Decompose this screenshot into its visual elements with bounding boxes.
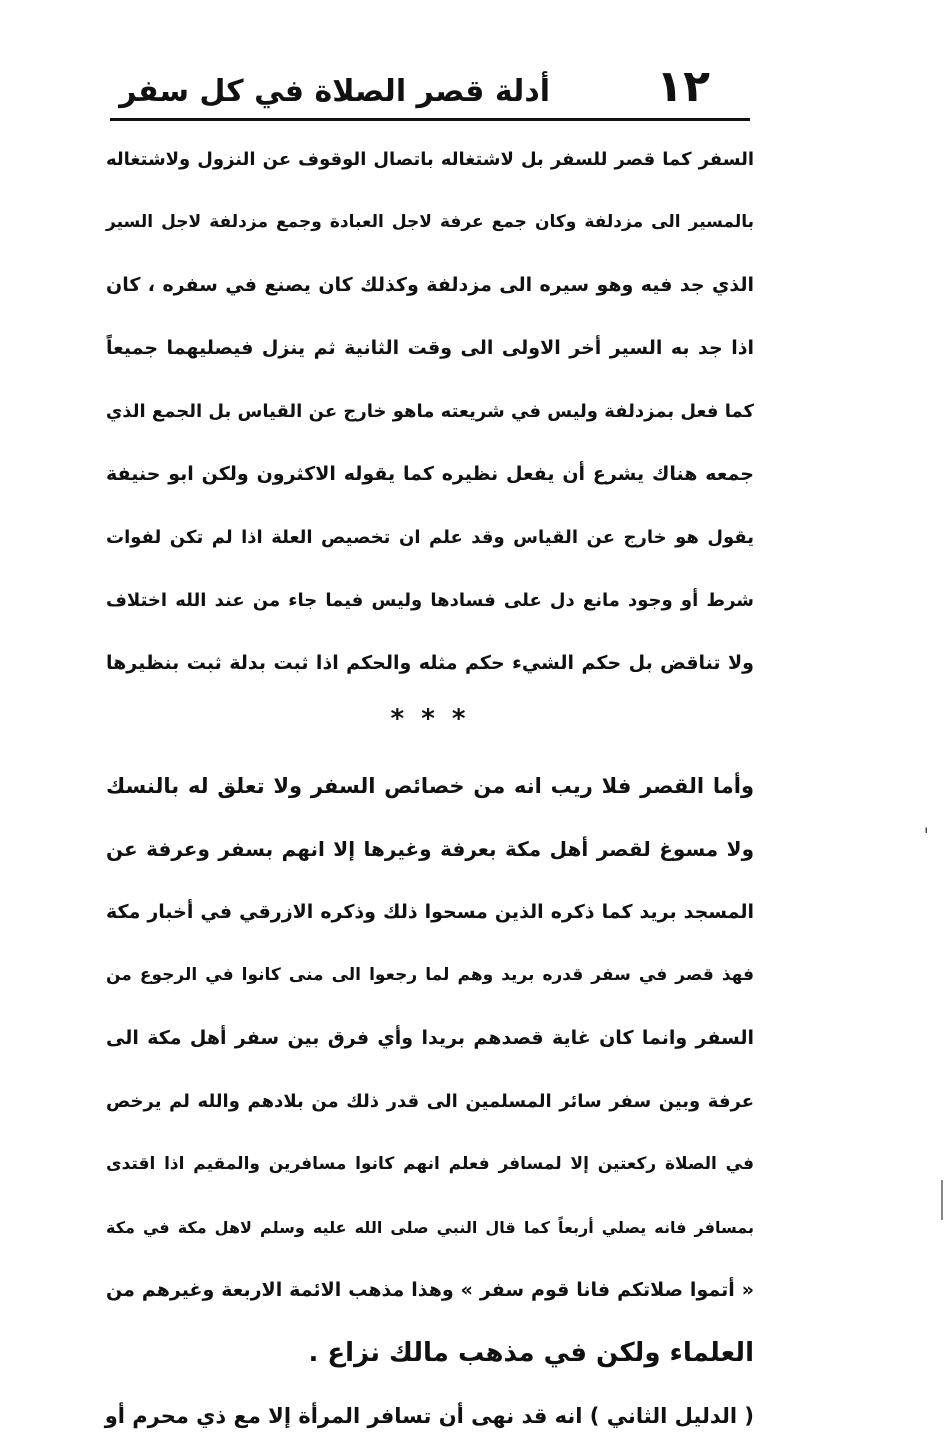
header-rule <box>110 118 750 121</box>
page-header <box>110 62 750 112</box>
text-line: اذا جد به السير أخر الاولى الى وقت الثانية ثم ينزل فيصليهما جميعاً <box>106 337 754 359</box>
section-separator: * * * <box>390 704 470 734</box>
text-line: يقول هو خارج عن القياس وقد علم ان تخصيص العلة اذا لم تكن لفوات <box>106 527 754 548</box>
text-line: شرط أو وجود مانع دل على فسادها وليس فيما جاء من عند الله اختلاف <box>106 590 754 611</box>
text-line: بمسافر فانه يصلي أربعاً كما قال النبي صلى الله عليه وسلم لاهل مكة في مكة <box>106 1218 754 1237</box>
page-number: ١٢ <box>656 61 710 112</box>
text-line: في الصلاة ركعتين إلا لمسافر فعلم انهم كانوا مسافرين والمقيم اذا اقتدى <box>106 1154 754 1174</box>
text-line: كما فعل بمزدلفة وليس في شريعته ماهو خارج عن القياس بل الجمع الذي <box>105 401 754 422</box>
text-line: بالمسير الى مزدلفة وكان جمع عرفة لاجل العبادة وجمع مزدلفة لاجل السير <box>106 212 754 232</box>
text-line: المسجد بريد كما ذكره الذين مسحوا ذلك وذكره الازرقي في أخبار مكة <box>106 901 754 923</box>
text-line: عرفة وبين سفر سائر المسلمين الى قدر ذلك من بلادهم والله لم يرخص <box>106 1091 754 1112</box>
text-line: السفر كما قصر للسفر بل لاشتغاله باتصال الوقوف عن النزول ولاشتغاله <box>106 149 754 170</box>
scan-speck <box>941 1180 943 1220</box>
text-line: العلماء ولكن في مذهب مالك نزاع . <box>308 1338 754 1368</box>
text-line: ولا تناقض بل حكم الشيء حكم مثله والحكم اذا ثبت بدلة ثبت بنظيرها <box>106 652 754 674</box>
text-line: الذي جد فيه وهو سيره الى مزدلفة وكذلك كان يصنع في سفره ، كان <box>106 274 754 296</box>
text-line: « أتموا صلاتكم فانا قوم سفر » وهذا مذهب الائمة الاربعة وغيرهم من <box>106 1279 754 1301</box>
text-line: وأما القصر فلا ريب انه من خصائص السفر ولا تعلق له بالنسك <box>106 774 754 798</box>
text-line: السفر وانما كان غاية قصدهم بريدا وأي فرق بين سفر أهل مكة الى <box>106 1027 754 1049</box>
text-line: ولا مسوغ لقصر أهل مكة بعرفة وغيرها إلا انهم بسفر وعرفة عن <box>106 837 754 861</box>
text-line: فهذ قصر في سفر قدره بريد وهم لما رجعوا الى منى كانوا في الرجوع من <box>106 965 754 985</box>
text-line: جمعه هناك يشرع أن يفعل نظيره كما يقوله الاكثرون ولكن ابو حنيفة <box>106 463 754 485</box>
running-title: أدلة قصر الصلاة في كل سفر <box>119 74 550 109</box>
text-line: ( الدليل الثاني ) انه قد نهى أن تسافر المرأة إلا مع ذي محرم أو <box>104 1404 754 1428</box>
body-text <box>106 128 754 1448</box>
margin-mark: ˈ <box>923 824 929 848</box>
